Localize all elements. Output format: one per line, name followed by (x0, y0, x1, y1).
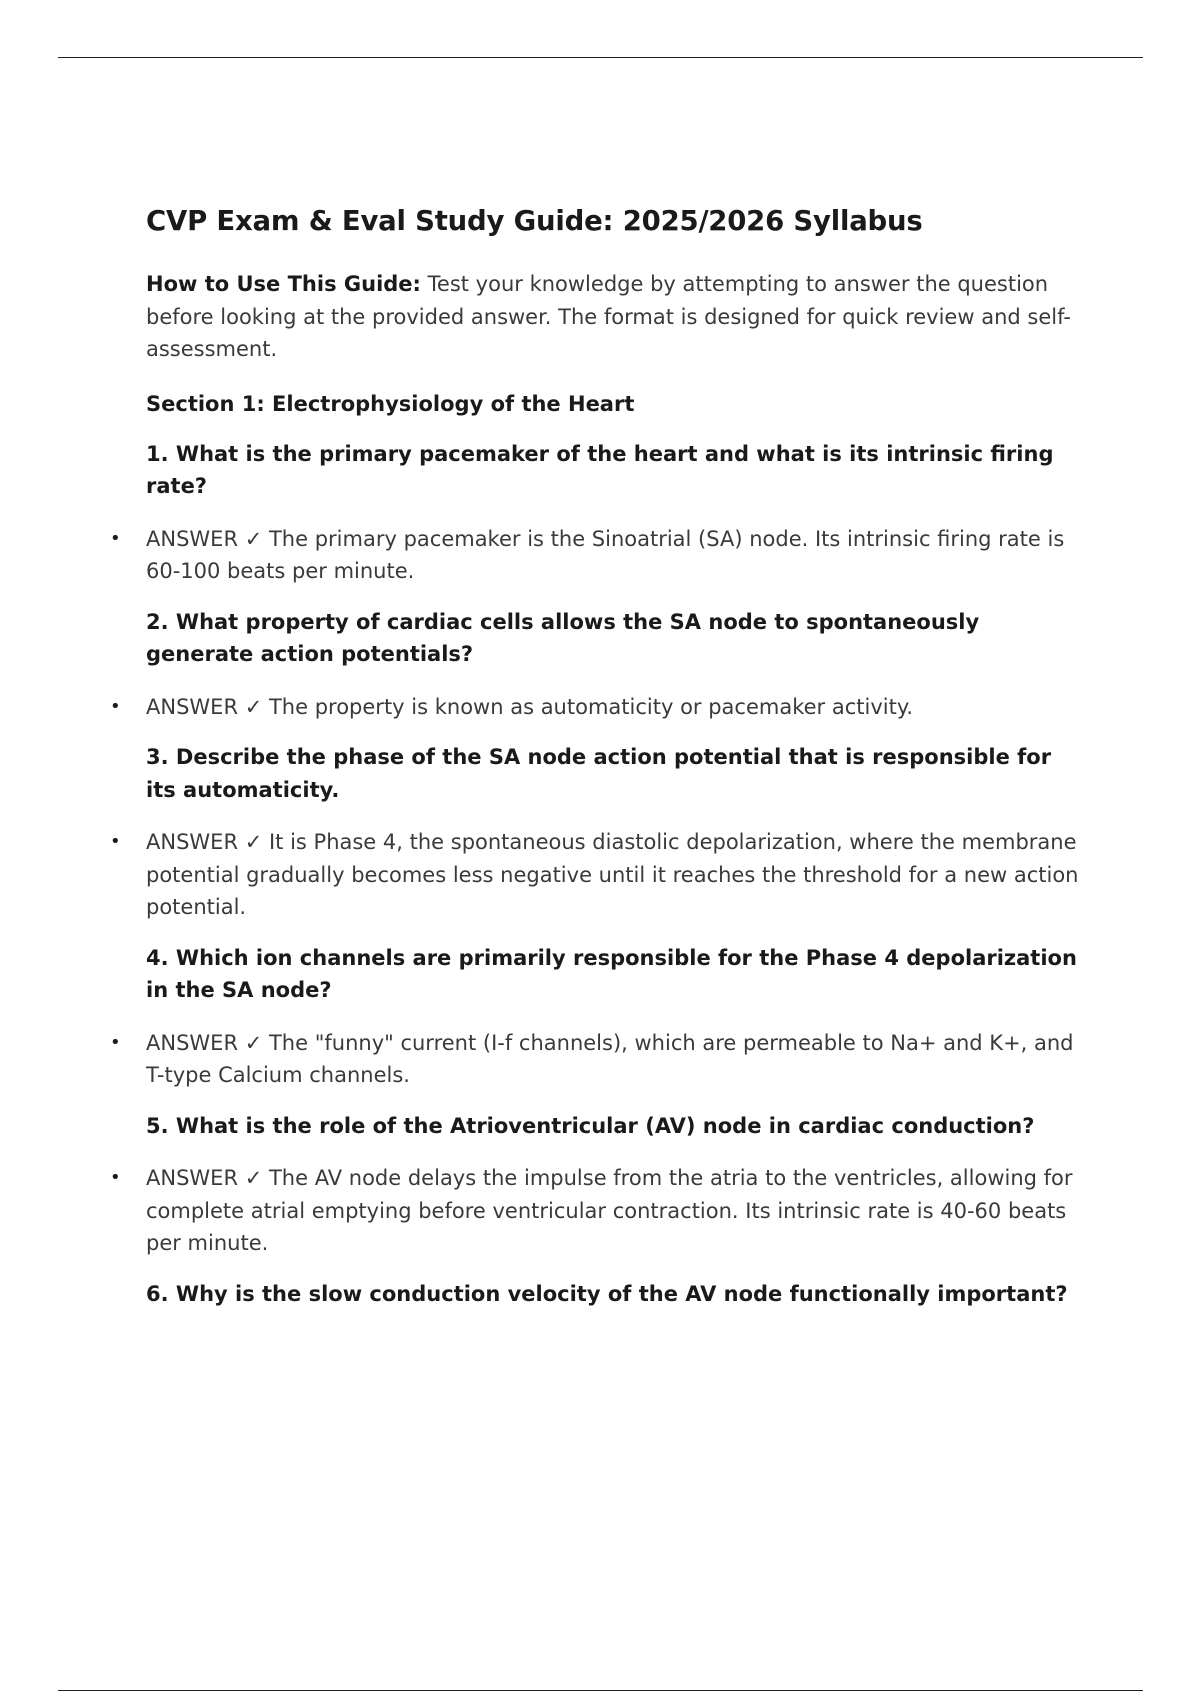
answer-1 (110, 523, 1086, 588)
answer-list-4 (110, 1027, 1086, 1092)
answer-text: ANSWER ✓ It is Phase 4, the spontaneous diastolic depolarization, where the membrane potential gradually becomes less negative until it reaches the threshold for a new action potential. (146, 830, 1079, 919)
bullet-icon: • (110, 831, 121, 852)
answer-list-2 (110, 691, 1086, 724)
answer-3 (110, 826, 1086, 924)
answer-text: ANSWER ✓ The AV node delays the impulse from the atria to the ventricles, allowing for complete atrial emptying before ventricular contraction. Its intrinsic rate is 40-60 beats per minute. (146, 1166, 1073, 1255)
top-rule (58, 57, 1143, 58)
bottom-rule (58, 1690, 1143, 1691)
answer-text: ANSWER ✓ The "funny" current (I-f channels), which are permeable to Na+ and K+, and T-type Calcium channels. (146, 1030, 1074, 1087)
question-3: 3. Describe the phase of the SA node action potential that is responsible for its automaticity. (146, 745, 1052, 802)
bullet-icon: • (110, 527, 121, 549)
bullet-icon: • (110, 1167, 121, 1188)
question-4: 4. Which ion channels are primarily responsible for the Phase 4 depolarization in the SA node? (146, 945, 1077, 1002)
bullet-icon: • (110, 1031, 121, 1053)
answer-5 (110, 1162, 1086, 1260)
answer-list-5 (110, 1162, 1086, 1260)
question-5: 5. What is the role of the Atrioventricular (AV) node in cardiac conduction? (146, 1113, 1035, 1138)
answer-text: ANSWER ✓ The primary pacemaker is the Sinoatrial (SA) node. Its intrinsic firing rate is 60-100 beats per minute. (146, 526, 1065, 583)
bullet-icon: • (110, 695, 121, 717)
question-2: 2. What property of cardiac cells allows the SA node to spontaneously generate action potentials? (146, 609, 980, 666)
answer-2 (110, 691, 1086, 724)
page-title: CVP Exam & Eval Study Guide: 2025/2026 Syllabus (146, 205, 923, 237)
answer-list-3 (110, 826, 1086, 924)
answer-4 (110, 1027, 1086, 1092)
intro-text: Test your knowledge by attempting to answer the question before looking at the provided answer. The format is designed for quick review and self-assessment. (146, 272, 1071, 361)
intro-label: How to Use This Guide: (146, 272, 421, 296)
document-body (110, 196, 1086, 1330)
section-heading: Section 1: Electrophysiology of the Heart (146, 391, 635, 416)
question-1: 1. What is the primary pacemaker of the heart and what is its intrinsic firing rate? (146, 441, 1054, 498)
answer-text: ANSWER ✓ The property is known as automaticity or pacemaker activity. (146, 694, 913, 719)
answer-list-1 (110, 523, 1086, 588)
intro-paragraph (146, 268, 1086, 366)
question-6: 6. Why is the slow conduction velocity of the AV node functionally important? (146, 1281, 1068, 1306)
